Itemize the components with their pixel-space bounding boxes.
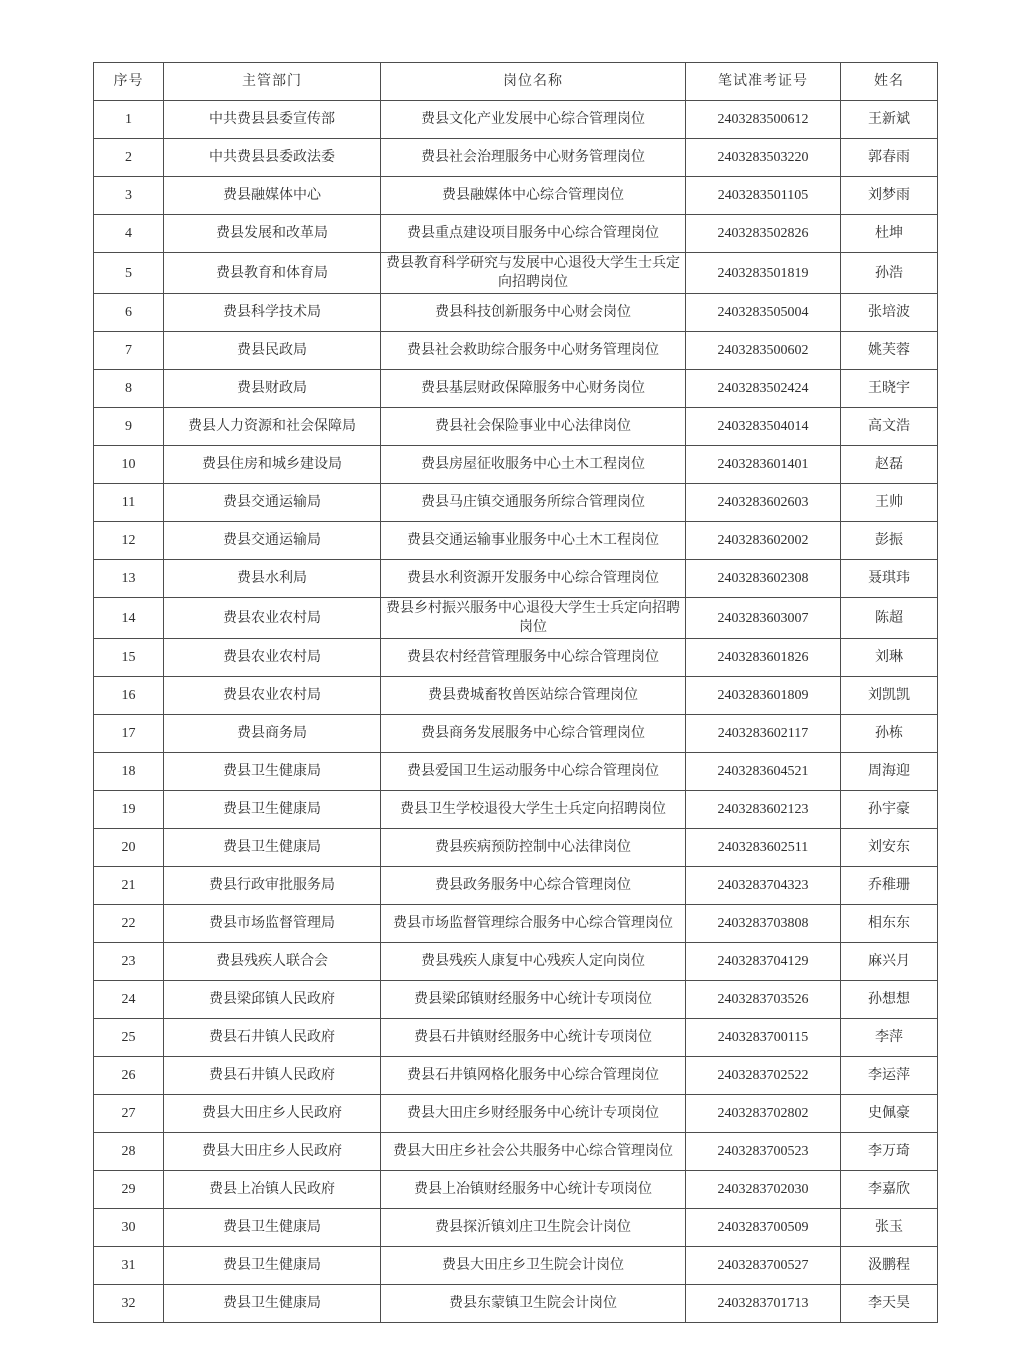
table-row (94, 294, 938, 332)
cell-no: 15 (94, 639, 164, 677)
cell-name: 麻兴月 (841, 943, 938, 981)
cell-no: 29 (94, 1171, 164, 1209)
cell-dept: 费县梁邱镇人民政府 (164, 981, 381, 1019)
cell-dept: 费县卫生健康局 (164, 829, 381, 867)
table-row (94, 1019, 938, 1057)
cell-dept: 费县卫生健康局 (164, 1247, 381, 1285)
cell-ticket: 2403283702030 (686, 1171, 841, 1209)
cell-no: 24 (94, 981, 164, 1019)
cell-ticket: 2403283500612 (686, 101, 841, 139)
cell-position: 费县大田庄乡卫生院会计岗位 (381, 1247, 686, 1285)
cell-name: 孙栋 (841, 715, 938, 753)
cell-position: 费县商务发展服务中心综合管理岗位 (381, 715, 686, 753)
table-body (94, 101, 938, 1323)
cell-position: 费县市场监督管理综合服务中心综合管理岗位 (381, 905, 686, 943)
column-header-dept: 主管部门 (164, 63, 381, 101)
cell-name: 孙浩 (841, 253, 938, 294)
cell-position: 费县残疾人康复中心残疾人定向岗位 (381, 943, 686, 981)
cell-name: 聂琪玮 (841, 560, 938, 598)
table-row (94, 560, 938, 598)
cell-name: 高文浩 (841, 408, 938, 446)
table-row (94, 1209, 938, 1247)
cell-ticket: 2403283704323 (686, 867, 841, 905)
table-row (94, 829, 938, 867)
table-row (94, 446, 938, 484)
cell-ticket: 2403283502826 (686, 215, 841, 253)
cell-dept: 费县大田庄乡人民政府 (164, 1095, 381, 1133)
cell-dept: 费县农业农村局 (164, 598, 381, 639)
cell-position: 费县教育科学研究与发展中心退役大学生士兵定向招聘岗位 (381, 253, 686, 294)
cell-dept: 费县财政局 (164, 370, 381, 408)
cell-no: 30 (94, 1209, 164, 1247)
cell-ticket: 2403283602603 (686, 484, 841, 522)
cell-position: 费县上冶镇财经服务中心统计专项岗位 (381, 1171, 686, 1209)
column-header-ticket: 笔试准考证号 (686, 63, 841, 101)
cell-ticket: 2403283602308 (686, 560, 841, 598)
cell-ticket: 2403283505004 (686, 294, 841, 332)
cell-no: 26 (94, 1057, 164, 1095)
cell-no: 11 (94, 484, 164, 522)
cell-dept: 中共费县县委宣传部 (164, 101, 381, 139)
cell-name: 李嘉欣 (841, 1171, 938, 1209)
table-row (94, 408, 938, 446)
cell-ticket: 2403283604521 (686, 753, 841, 791)
cell-ticket: 2403283601826 (686, 639, 841, 677)
cell-position: 费县农村经营管理服务中心综合管理岗位 (381, 639, 686, 677)
table-row (94, 1285, 938, 1323)
cell-no: 23 (94, 943, 164, 981)
cell-ticket: 2403283500602 (686, 332, 841, 370)
cell-ticket: 2403283700115 (686, 1019, 841, 1057)
cell-ticket: 2403283700527 (686, 1247, 841, 1285)
cell-no: 12 (94, 522, 164, 560)
cell-name: 赵磊 (841, 446, 938, 484)
cell-name: 刘凯凯 (841, 677, 938, 715)
cell-dept: 费县交通运输局 (164, 484, 381, 522)
column-header-no: 序号 (94, 63, 164, 101)
cell-no: 10 (94, 446, 164, 484)
cell-dept: 费县科学技术局 (164, 294, 381, 332)
cell-ticket: 2403283602002 (686, 522, 841, 560)
cell-no: 4 (94, 215, 164, 253)
cell-no: 25 (94, 1019, 164, 1057)
cell-name: 孙想想 (841, 981, 938, 1019)
cell-position: 费县探沂镇刘庄卫生院会计岗位 (381, 1209, 686, 1247)
cell-name: 李万琦 (841, 1133, 938, 1171)
table-row (94, 598, 938, 639)
cell-name: 王帅 (841, 484, 938, 522)
cell-dept: 费县商务局 (164, 715, 381, 753)
cell-position: 费县爱国卫生运动服务中心综合管理岗位 (381, 753, 686, 791)
table-row (94, 332, 938, 370)
cell-no: 17 (94, 715, 164, 753)
cell-dept: 费县行政审批服务局 (164, 867, 381, 905)
cell-name: 刘琳 (841, 639, 938, 677)
cell-position: 费县基层财政保障服务中心财务岗位 (381, 370, 686, 408)
table-row (94, 791, 938, 829)
exam-admission-table (93, 62, 938, 1323)
cell-ticket: 2403283602123 (686, 791, 841, 829)
cell-dept: 费县教育和体育局 (164, 253, 381, 294)
cell-name: 张培波 (841, 294, 938, 332)
cell-name: 陈超 (841, 598, 938, 639)
cell-dept: 费县发展和改革局 (164, 215, 381, 253)
cell-position: 费县石井镇网格化服务中心综合管理岗位 (381, 1057, 686, 1095)
cell-dept: 费县卫生健康局 (164, 1285, 381, 1323)
cell-dept: 费县人力资源和社会保障局 (164, 408, 381, 446)
cell-dept: 费县农业农村局 (164, 677, 381, 715)
cell-position: 费县大田庄乡财经服务中心统计专项岗位 (381, 1095, 686, 1133)
cell-no: 13 (94, 560, 164, 598)
cell-no: 7 (94, 332, 164, 370)
cell-name: 相东东 (841, 905, 938, 943)
cell-no: 27 (94, 1095, 164, 1133)
table-row (94, 370, 938, 408)
cell-position: 费县东蒙镇卫生院会计岗位 (381, 1285, 686, 1323)
cell-dept: 费县残疾人联合会 (164, 943, 381, 981)
cell-dept: 费县石井镇人民政府 (164, 1019, 381, 1057)
cell-no: 19 (94, 791, 164, 829)
table-row (94, 943, 938, 981)
cell-position: 费县社会保险事业中心法律岗位 (381, 408, 686, 446)
cell-ticket: 2403283704129 (686, 943, 841, 981)
cell-dept: 费县卫生健康局 (164, 753, 381, 791)
cell-position: 费县房屋征收服务中心土木工程岗位 (381, 446, 686, 484)
table-row (94, 1247, 938, 1285)
cell-dept: 费县融媒体中心 (164, 177, 381, 215)
cell-no: 18 (94, 753, 164, 791)
cell-position: 费县费城畜牧兽医站综合管理岗位 (381, 677, 686, 715)
cell-position: 费县乡村振兴服务中心退役大学生士兵定向招聘岗位 (381, 598, 686, 639)
cell-position: 费县重点建设项目服务中心综合管理岗位 (381, 215, 686, 253)
cell-ticket: 2403283503220 (686, 139, 841, 177)
cell-dept: 中共费县县委政法委 (164, 139, 381, 177)
cell-position: 费县文化产业发展中心综合管理岗位 (381, 101, 686, 139)
cell-dept: 费县交通运输局 (164, 522, 381, 560)
cell-ticket: 2403283700509 (686, 1209, 841, 1247)
cell-name: 张玉 (841, 1209, 938, 1247)
cell-ticket: 2403283504014 (686, 408, 841, 446)
cell-name: 刘安东 (841, 829, 938, 867)
cell-name: 刘梦雨 (841, 177, 938, 215)
cell-position: 费县融媒体中心综合管理岗位 (381, 177, 686, 215)
table-row (94, 981, 938, 1019)
cell-ticket: 2403283700523 (686, 1133, 841, 1171)
table-header (94, 63, 938, 101)
cell-name: 乔稚珊 (841, 867, 938, 905)
cell-dept: 费县水利局 (164, 560, 381, 598)
cell-dept: 费县卫生健康局 (164, 1209, 381, 1247)
cell-name: 李萍 (841, 1019, 938, 1057)
cell-no: 31 (94, 1247, 164, 1285)
cell-name: 王晓宇 (841, 370, 938, 408)
cell-dept: 费县石井镇人民政府 (164, 1057, 381, 1095)
cell-ticket: 2403283703526 (686, 981, 841, 1019)
table-row (94, 753, 938, 791)
cell-ticket: 2403283702802 (686, 1095, 841, 1133)
cell-ticket: 2403283501105 (686, 177, 841, 215)
cell-name: 姚芙蓉 (841, 332, 938, 370)
cell-name: 郭春雨 (841, 139, 938, 177)
cell-no: 3 (94, 177, 164, 215)
cell-no: 5 (94, 253, 164, 294)
cell-no: 14 (94, 598, 164, 639)
table-row (94, 905, 938, 943)
column-header-position: 岗位名称 (381, 63, 686, 101)
cell-position: 费县卫生学校退役大学生士兵定向招聘岗位 (381, 791, 686, 829)
table-row (94, 1095, 938, 1133)
cell-position: 费县政务服务中心综合管理岗位 (381, 867, 686, 905)
table-row (94, 715, 938, 753)
cell-ticket: 2403283702522 (686, 1057, 841, 1095)
cell-dept: 费县卫生健康局 (164, 791, 381, 829)
table-row (94, 484, 938, 522)
cell-no: 16 (94, 677, 164, 715)
cell-name: 李运萍 (841, 1057, 938, 1095)
cell-ticket: 2403283703808 (686, 905, 841, 943)
cell-no: 21 (94, 867, 164, 905)
table-row (94, 139, 938, 177)
cell-position: 费县社会治理服务中心财务管理岗位 (381, 139, 686, 177)
table-row (94, 867, 938, 905)
cell-dept: 费县上冶镇人民政府 (164, 1171, 381, 1209)
cell-position: 费县大田庄乡社会公共服务中心综合管理岗位 (381, 1133, 686, 1171)
cell-name: 周海迎 (841, 753, 938, 791)
cell-no: 20 (94, 829, 164, 867)
cell-ticket: 2403283601401 (686, 446, 841, 484)
table-row (94, 522, 938, 560)
cell-name: 孙宇豪 (841, 791, 938, 829)
cell-no: 2 (94, 139, 164, 177)
table-row (94, 1057, 938, 1095)
cell-ticket: 2403283701713 (686, 1285, 841, 1323)
cell-no: 6 (94, 294, 164, 332)
cell-no: 22 (94, 905, 164, 943)
cell-ticket: 2403283601809 (686, 677, 841, 715)
cell-name: 彭振 (841, 522, 938, 560)
table-row (94, 677, 938, 715)
cell-name: 汲鹏程 (841, 1247, 938, 1285)
table-row (94, 639, 938, 677)
cell-no: 9 (94, 408, 164, 446)
cell-no: 28 (94, 1133, 164, 1171)
cell-no: 1 (94, 101, 164, 139)
table-row (94, 177, 938, 215)
table-row (94, 215, 938, 253)
cell-position: 费县水利资源开发服务中心综合管理岗位 (381, 560, 686, 598)
cell-position: 费县梁邱镇财经服务中心统计专项岗位 (381, 981, 686, 1019)
cell-position: 费县科技创新服务中心财会岗位 (381, 294, 686, 332)
table-row (94, 1133, 938, 1171)
cell-ticket: 2403283502424 (686, 370, 841, 408)
table-row (94, 101, 938, 139)
cell-dept: 费县大田庄乡人民政府 (164, 1133, 381, 1171)
cell-name: 史佩豪 (841, 1095, 938, 1133)
cell-name: 李天昊 (841, 1285, 938, 1323)
cell-position: 费县马庄镇交通服务所综合管理岗位 (381, 484, 686, 522)
cell-name: 王新斌 (841, 101, 938, 139)
cell-dept: 费县住房和城乡建设局 (164, 446, 381, 484)
cell-position: 费县交通运输事业服务中心土木工程岗位 (381, 522, 686, 560)
cell-name: 杜坤 (841, 215, 938, 253)
cell-dept: 费县市场监督管理局 (164, 905, 381, 943)
table-header-row (94, 63, 938, 101)
cell-position: 费县社会救助综合服务中心财务管理岗位 (381, 332, 686, 370)
cell-position: 费县疾病预防控制中心法律岗位 (381, 829, 686, 867)
cell-ticket: 2403283602117 (686, 715, 841, 753)
cell-dept: 费县农业农村局 (164, 639, 381, 677)
column-header-name: 姓名 (841, 63, 938, 101)
cell-dept: 费县民政局 (164, 332, 381, 370)
cell-position: 费县石井镇财经服务中心统计专项岗位 (381, 1019, 686, 1057)
cell-ticket: 2403283602511 (686, 829, 841, 867)
cell-no: 8 (94, 370, 164, 408)
table-row (94, 253, 938, 294)
cell-no: 32 (94, 1285, 164, 1323)
table-row (94, 1171, 938, 1209)
cell-ticket: 2403283501819 (686, 253, 841, 294)
cell-ticket: 2403283603007 (686, 598, 841, 639)
